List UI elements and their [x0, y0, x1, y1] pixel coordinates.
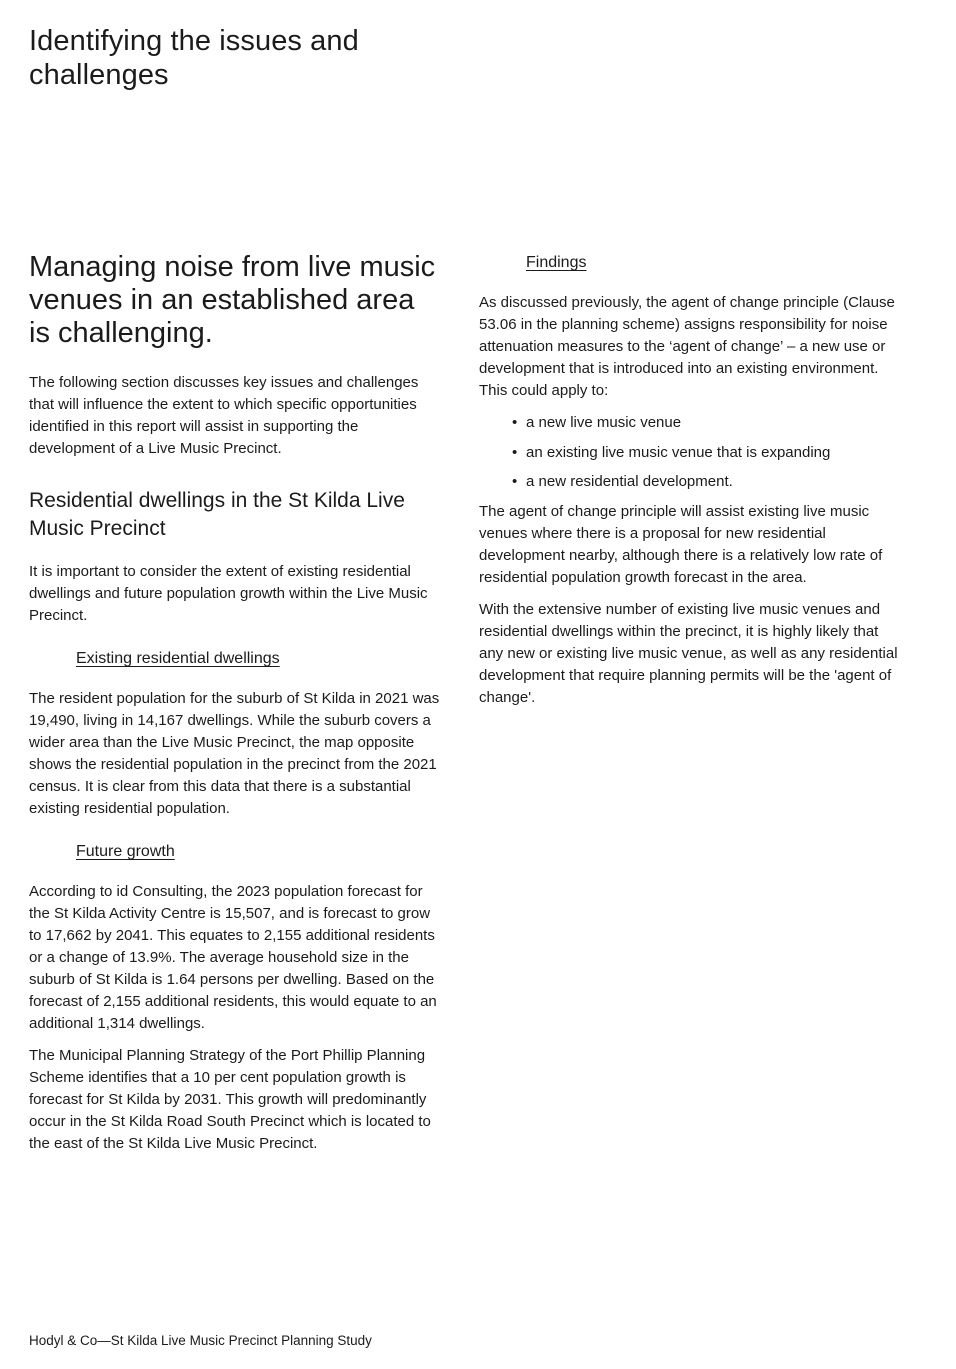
subheading-findings: Findings [526, 254, 587, 271]
left-column [29, 251, 441, 1165]
future-paragraph-1: According to id Consulting, the 2023 population forecast for the St Kilda Activity Centre is 15,507, and is forecast to grow to 17,662 by 2041. This equates to 2,155 additional residents or a change of 13.9%. The average household size in the suburb of St Kilda is 1.64 persons per dwelling. Based on the forecast of 2,155 additional residents, this would equate to an additional 1,314 dwellings. [29, 883, 437, 1032]
intro-paragraph: The following section discusses key issues and challenges that will influence the extent to which specific opportunities identified in this report will assist in supporting the development of a Live Music Precinct. [29, 374, 419, 457]
subheading-existing-dwellings: Existing residential dwellings [76, 650, 280, 667]
section-heading-residential: Residential dwellings in the St Kilda Live Music Precinct [29, 489, 405, 540]
future-paragraph-2: The Municipal Planning Strategy of the Port Phillip Planning Scheme identifies that a 10 per cent population growth is forecast for St Kilda by 2031. This growth will predominantly occur in the St Kilda Road South Precinct which is located to the east of the St Kilda Live Music Precinct. [29, 1047, 431, 1152]
list-item [512, 442, 899, 464]
section-intro-paragraph: It is important to consider the extent of existing residential dwellings and future population growth within the Live Music Precinct. [29, 563, 428, 624]
list-item-text: an existing live music venue that is expanding [526, 443, 831, 461]
findings-paragraph-2: The agent of change principle will assist existing live music venues where there is a proposal for new residential development nearby, although there is a relatively low rate of residential population growth forecast in the area. [479, 503, 883, 586]
lead-heading: Managing noise from live music venues in an established area is challenging. [29, 251, 436, 349]
bullet-icon: • [512, 473, 518, 490]
list-item-text: a new live music venue [526, 414, 682, 431]
findings-paragraph-3: With the extensive number of existing live music venues and residential dwellings within the precinct, it is highly likely that any new or existing live music venue, as well as any residential development that require planning permits will be the 'agent of change'. [479, 601, 898, 706]
existing-paragraph: The resident population for the suburb of St Kilda in 2021 was 19,490, living in 14,167 dwellings. While the suburb covers a wider area than the Live Music Precinct, the map opposite shows the residential population in the precinct from the 2021 census. It is clear from this data that there is a substantial existing residential population. [29, 690, 440, 817]
page-footer: Hodyl & Co—St Kilda Live Music Precinct Planning Study [29, 1333, 372, 1348]
right-column [479, 251, 899, 719]
bullet-icon: • [512, 414, 518, 431]
subheading-future-growth: Future growth [76, 843, 175, 860]
agent-of-change-list [479, 412, 899, 493]
list-item-text: a new residential development. [526, 473, 733, 490]
findings-paragraph-1: As discussed previously, the agent of change principle (Clause 53.06 in the planning scheme) assigns responsibility for noise attenuation measures to the ‘agent of change’ – a new use or development that is introduced into an existing environment. This could apply to: [479, 294, 895, 399]
page-title: Identifying the issues and challenges [29, 25, 359, 91]
bullet-icon: • [512, 443, 518, 461]
list-item [512, 412, 899, 434]
list-item [512, 471, 899, 493]
